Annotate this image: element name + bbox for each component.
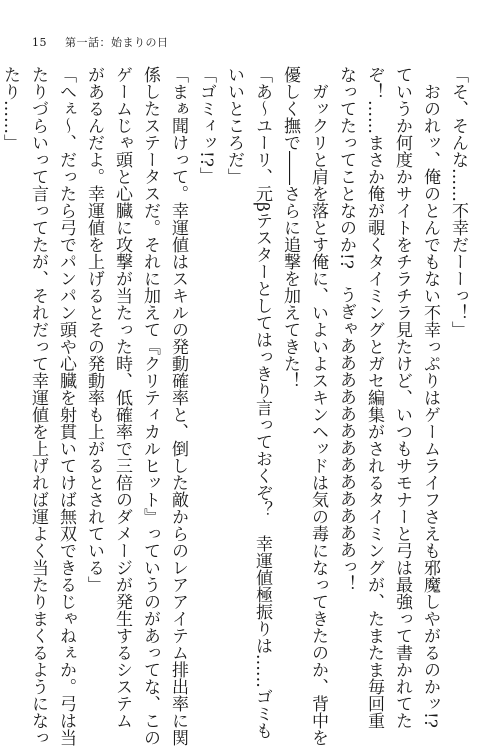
text-line: ぞ！……まさか俺が覗くタイミングとガセ編集がされるタイミングが、たまたま毎回重 — [364, 66, 384, 729]
text-line: 優しく撫で――さらに追撃を加えてきた！ — [280, 66, 300, 389]
text-line: 係したステータスだ。それに加えて『クリティカルヒット』っていうのがあってな、この — [140, 66, 160, 746]
chapter-title: 第一話：始まりの日 — [65, 36, 169, 49]
text-line: なってたってことなのか!? うぎゃあああああああああああああっ！ — [336, 66, 356, 592]
text-line: いいところだ」 — [224, 66, 244, 185]
text-line: があるんだよ。幸運値を上げるとその発動率も上がるとされている」 — [84, 66, 104, 593]
running-head — [32, 34, 169, 50]
text-line: 「まぁ聞けって。幸運値はスキルの発動確率と、倒した敵からのレアアイテム排出率に関 — [168, 66, 188, 746]
page-number: 15 — [32, 36, 47, 49]
text-line: 「あ～ユーリ、元βテスターとしてはっきり言っておくぞ？ 幸運値極振りは……ゴミも — [252, 66, 272, 739]
text-line: たり……」 — [0, 66, 20, 151]
text-line: 「ゴミィッ!?」 — [196, 66, 216, 184]
text-line: ていうか何度かサイトをチラチラ見たけど、いつもサモナーと弓は最強って書かれてた — [392, 66, 412, 729]
text-line: おのれッ、俺のとんでもない不幸っぷりはゲームライフさえも邪魔しやがるのかッ!? — [420, 66, 440, 728]
text-line: 「そ、そんな……不幸だーーっ！」 — [448, 66, 468, 338]
body-text — [0, 66, 472, 746]
text-line: たりづらいって言ってたが、それだって幸運値を上げれば運よく当たりまくるようになっ — [28, 66, 48, 746]
text-line: 「へぇ～、だったら弓でパンパン頭や心臓を射貫いてけば無双できるじゃねぇか。弓は当 — [56, 66, 76, 746]
text-line: ガックリと肩を落とす俺に、いよいよスキンヘッドは気の毒になってきたのか、背中を — [308, 66, 328, 746]
text-line: ゲームじゃ頭と心臓に攻撃が当たった時、低確率で三倍のダメージが発生するシステム — [112, 66, 132, 729]
